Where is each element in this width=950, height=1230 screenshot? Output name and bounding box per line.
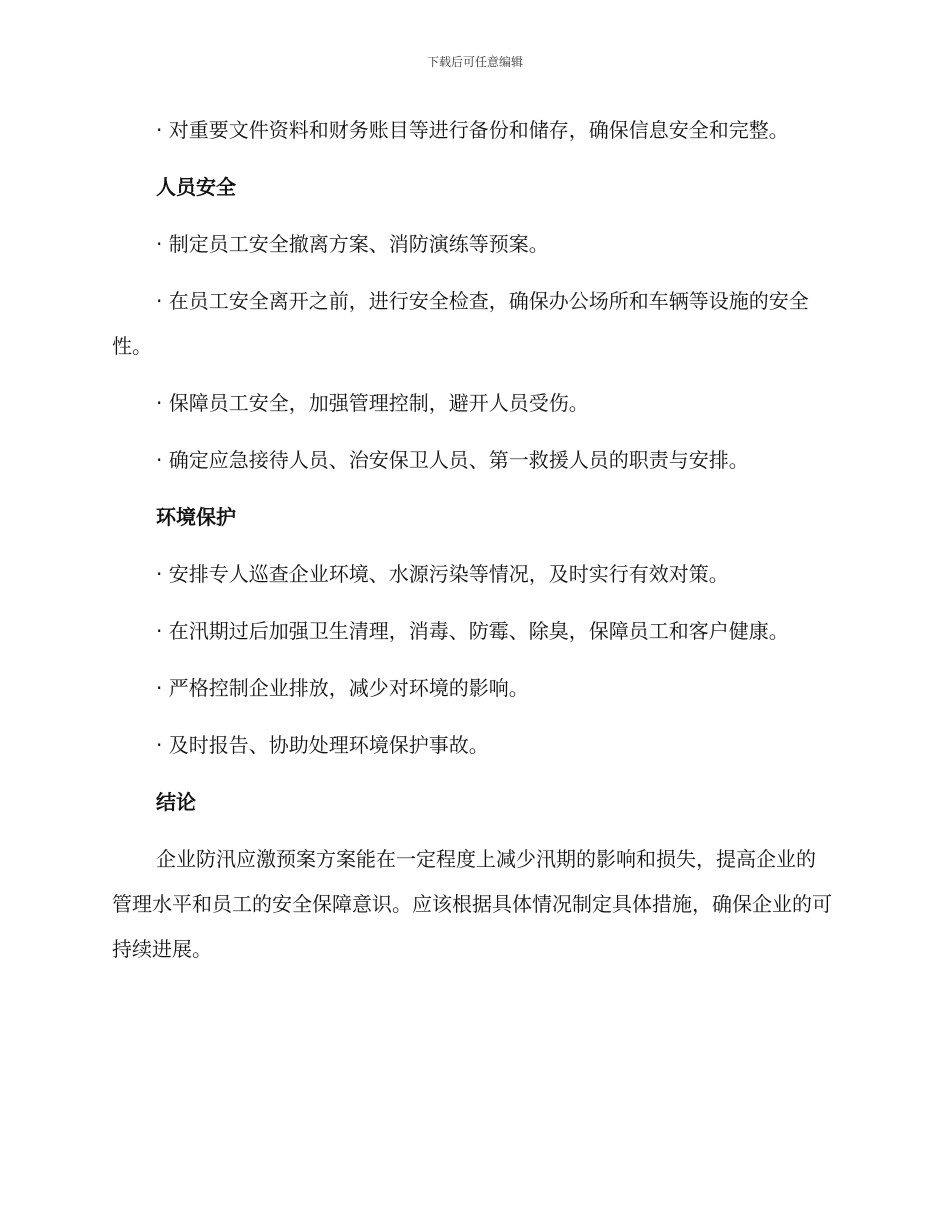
bullet-employee-safety: · 保障员工安全，加强管理控制，避开人员受伤。 bbox=[156, 391, 589, 415]
bullet-emergency-roles: · 确定应急接待人员、治安保卫人员、第一救援人员的职责与安排。 bbox=[156, 448, 749, 472]
page-header: 下载后可任意编辑 bbox=[426, 55, 523, 69]
bullet-evacuation-plan: · 制定员工安全撤离方案、消防演练等预案。 bbox=[156, 232, 549, 256]
section-heading-personnel-safety: 人员安全 bbox=[156, 175, 236, 199]
section-heading-environment: 环境保护 bbox=[156, 505, 236, 529]
section-heading-conclusion: 结论 bbox=[156, 790, 196, 814]
bullet-backup-files: · 对重要文件资料和财务账目等进行备份和储存，确保信息安全和完整。 bbox=[156, 118, 789, 142]
bullet-environment-patrol: · 安排专人巡查企业环境、水源污染等情况，及时实行有效对策。 bbox=[156, 562, 729, 586]
bullet-safety-inspection: · 在员工安全离开之前，进行安全检查，确保办公场所和车辆等设施的安全性。 bbox=[112, 289, 809, 358]
bullet-incident-report: · 及时报告、协助处理环境保护事故。 bbox=[156, 733, 489, 757]
document-body bbox=[112, 108, 832, 984]
bullet-emission-control: · 严格控制企业排放，减少对环境的影响。 bbox=[156, 676, 529, 700]
conclusion-paragraph: 企业防汛应激预案方案能在一定程度上减少汛期的影响和损失，提高企业的管理水平和员工的安全保障意识。应该根据具体情况制定具体措施，确保企业的可持续进展。 bbox=[112, 847, 832, 961]
bullet-sanitation: · 在汛期过后加强卫生清理，消毒、防霉、除臭，保障员工和客户健康。 bbox=[156, 619, 789, 643]
